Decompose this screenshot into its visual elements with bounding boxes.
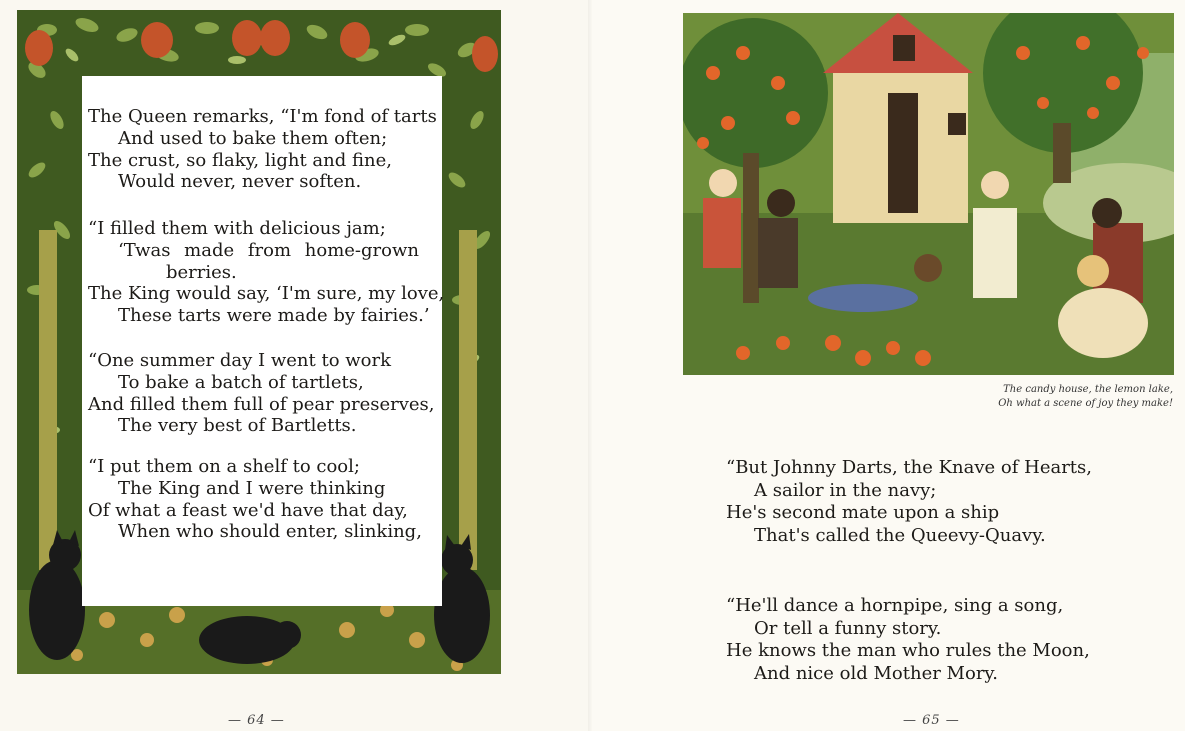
verse-line: He knows the man who rules the Moon, xyxy=(726,640,1090,661)
left-verse-stanza-4 xyxy=(88,456,422,543)
verse-line: The crust, so flaky, light and fine, xyxy=(88,149,392,171)
left-verse-stanza-3 xyxy=(88,350,435,437)
left-verse-stanza-2 xyxy=(88,218,444,327)
verse-line: That's called the Queevy-Quavy. xyxy=(754,524,1046,546)
verse-line: berries. xyxy=(166,261,237,283)
verse-line: A sailor in the navy; xyxy=(754,479,937,501)
verse-line: These tarts were made by fairies.’ xyxy=(118,305,430,327)
verse-line: Of what a feast we'd have that day, xyxy=(88,499,408,521)
right-verse-stanza-2 xyxy=(726,595,1090,685)
verse-line: “But Johnny Darts, the Knave of Hearts, xyxy=(726,457,1092,478)
verse-line: “I filled them with delicious jam; xyxy=(88,218,386,239)
page-number-left: — 64 — xyxy=(228,713,285,728)
verse-line: ‘Twas made from home-grown xyxy=(118,239,419,261)
verse-line: To bake a batch of tartlets, xyxy=(118,371,364,393)
verse-line: And used to bake them often; xyxy=(118,127,388,149)
illustration-caption xyxy=(998,383,1173,411)
candy-house-illustration xyxy=(683,13,1174,375)
verse-line: The King and I were thinking xyxy=(118,477,386,499)
verse-line: And nice old Mother Mory. xyxy=(754,662,998,684)
verse-line: “I put them on a shelf to cool; xyxy=(88,456,360,477)
verse-line: And filled them full of pear preserves, xyxy=(88,393,435,415)
right-verse-stanza-1 xyxy=(726,457,1092,547)
caption-line: Oh what a scene of joy they make! xyxy=(998,398,1173,409)
verse-line: Or tell a funny story. xyxy=(754,617,942,639)
verse-line: He's second mate upon a ship xyxy=(726,502,1000,523)
verse-line: “One summer day I went to work xyxy=(88,350,392,371)
left-verse-stanza-1 xyxy=(88,106,437,193)
verse-line: When who should enter, slinking, xyxy=(118,521,422,543)
caption-line: The candy house, the lemon lake, xyxy=(1003,384,1173,395)
verse-line: The very best of Bartletts. xyxy=(118,415,357,437)
verse-line: The Queen remarks, “I'm fond of tarts xyxy=(88,106,437,127)
verse-line: The King would say, ‘I'm sure, my love, xyxy=(88,283,445,305)
verse-line: Would never, never soften. xyxy=(118,171,362,193)
page-number-right: — 65 — xyxy=(903,713,960,728)
verse-line: “He'll dance a hornpipe, sing a song, xyxy=(726,595,1064,616)
